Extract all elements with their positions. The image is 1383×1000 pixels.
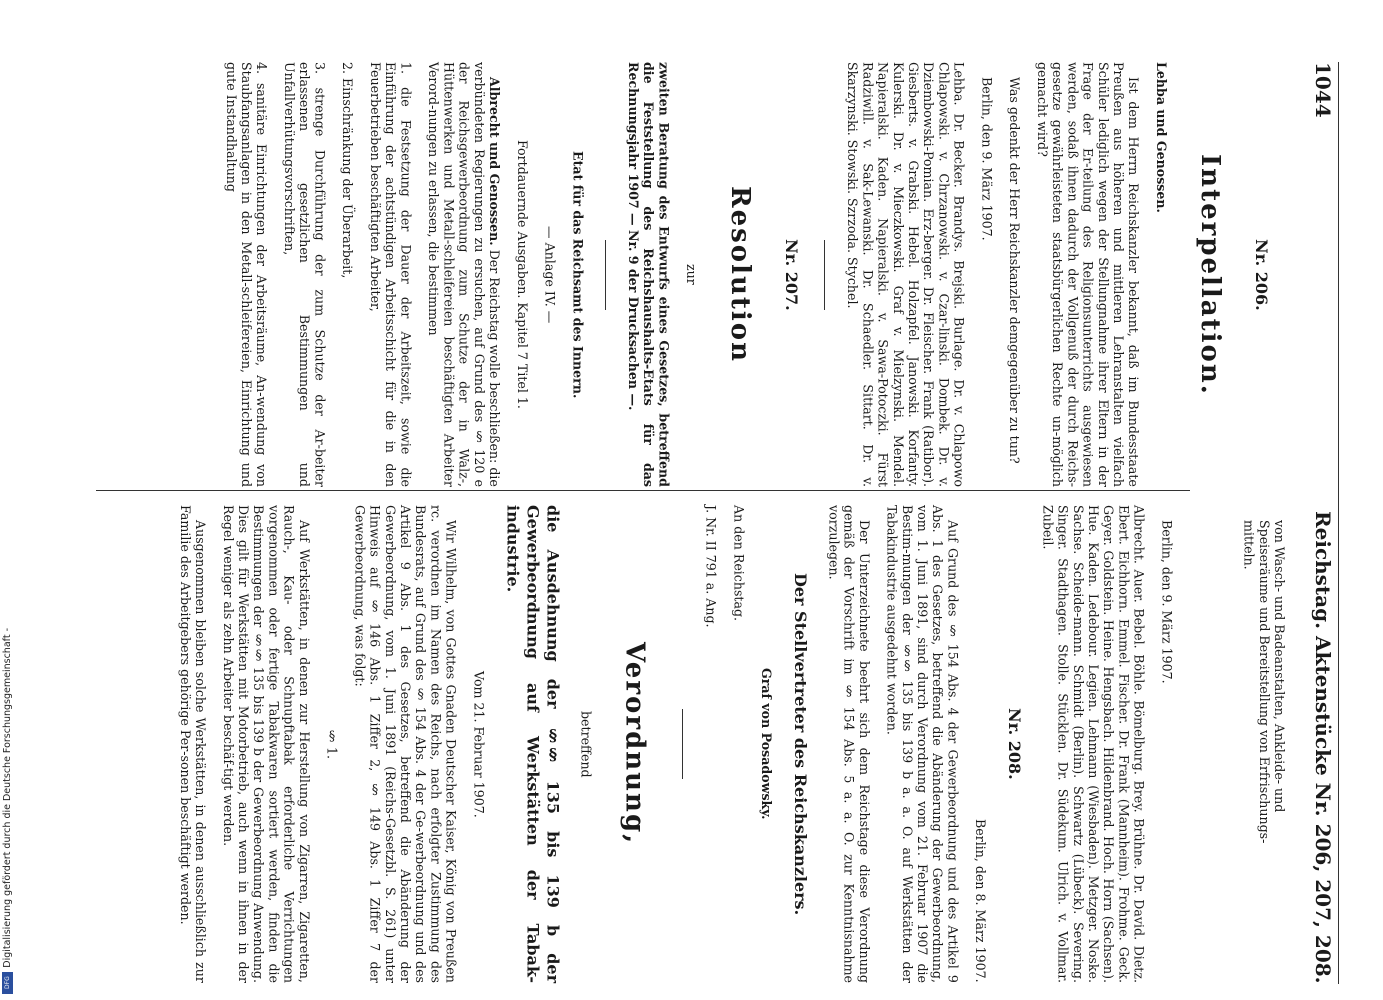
section-rule (824, 240, 825, 310)
nr208-to: An den Reichstag. (731, 505, 747, 622)
lower-column (93, 505, 1187, 983)
section-rule (605, 240, 606, 310)
nr208-body2: Der Unterzeichnete beehrt sich dem Reichstage diese Verordnung gemäß der Vorschrift im § 154 Abs. 5 a. a. O. zur Kenntnisnahme vorzulegen. (826, 505, 872, 983)
resolution-heading: Resolution (725, 185, 756, 364)
interpellation-text: Ist dem Herrn Reichskanzler bekannt, daß im Bundesstaate Preußen aus höheren und mittleren Lehranstalten vielfach Schüler lediglich wegen der Stellungnahme ihrer Eltern in der Frage der Er-teilung des Religionsunterrichts ausgewiesen werden, sodaß ihnen dadurch der Vollgenuß der durch Reichs-gesetze gewährleisteten staatsbürgerlichen Rechte un-möglich gemacht wird? (1034, 62, 1142, 487)
resolution-anlage: — Anlage IV. — (542, 225, 558, 324)
interpellation-question: Was gedenkt der Herr Reichskanzler demgegenüber zu tun? (1007, 77, 1023, 464)
interpellation-authors: Lehba und Genossen. (1154, 62, 1169, 213)
verordnung-text: die Ausdehnung der §§ 135 bis 139 b der Gewerbeordnung auf Werkstätten der Tabak-industrie. (503, 505, 563, 983)
right-date: Berlin, den 9. März 1907. (1159, 520, 1175, 684)
right-signers: Albrecht. Auer. Bebel. Böhle. Bömelburg. Brey. Brühne. Dr. David. Dietz. Ebert. Eichhorn. Emmel. Fischer. Dr. Frank (Mannheim). Frohme. Geck. Geyer. Goldstein. Heine. Hengsbach. Hildenbrand. Hoch. Horn (Sachsen). Hue. Kaden. Ledebour. Legien. Lehmann (Wiesbaden). Metzger. Noske. Sachse. Scheide-mann. Schmidt (Berlin). Schwartz (Lübeck). Severing. Singer. Stadthagen. Stolle. Stücklen. Dr. Südekum. Ulrich. v. Vollmar. Zubeil. (1040, 505, 1147, 983)
resolution-authors: Albrecht und Genossen. (486, 77, 502, 246)
nr208-title: Nr. 208. (1005, 708, 1025, 780)
verordnung-sub: betreffend (578, 710, 594, 778)
page-number: 1044 (1311, 62, 1335, 118)
resolution-item: 3. strenge Durchführung der zum Schutze der Ar-beiter erlassenen gesetzlichen Bestimmungen und Unfallverhütungsvorschriften, (281, 62, 328, 487)
verordnung-title: Verordnung, (619, 642, 650, 846)
header-rule (1338, 62, 1339, 984)
resolution-item: 4. sanitäre Einrichtungen der Arbeitsräume, An-wendung von Staubfangsanlagen in den Metall-schleifereien, Einrichtung und gute Instandhaltung (223, 62, 270, 487)
resolution-text: zweiten Beratung des Entwurfs eines Gesetzes, betreffend die Feststellung des Reichshaushalts-Etats für das Rechnungsjahr 1907 — Nr. 9 der Drucksachen —. (625, 62, 672, 487)
interpellation-heading: Interpellation. (1195, 153, 1225, 396)
continuation-line: von Wasch- und Badeanstalten, Ankleide- und (1272, 520, 1287, 813)
nr208-signer: Graf von Posadowsky. (759, 668, 775, 820)
header-title: Reichstag. Aktenstücke Nr. 206, 207, 208. (1311, 511, 1335, 984)
verordnung-para-title: § 1. (324, 728, 340, 760)
digitization-credit: Digitalisierung gefördert durch die Deutsche Forschungsgemeinschaft - (2, 628, 13, 968)
column-divider (96, 490, 1190, 491)
resolution-body: Der Reichstag wolle beschließen: die verbündeten Regierungen zu ersuchen, auf Grund des § 120 e der Reichsgewerbeordnung zum Schutze der in Walz-, Hüttenwerken und Metall-schleifereien beschäftigten Arbeiter Verord-nungen zu erlassen, die bestimmen (426, 62, 502, 487)
interpellation-number: Nr. 206. (1252, 238, 1271, 311)
verordnung-para2: Ausgenommen bleiben solche Werkstätten, in denen ausschließlich zur Familie des Arbeitgebers gehörige Per-sonen beschäftigt werden. (177, 505, 208, 983)
resolution-number: Nr. 207. (782, 238, 802, 311)
resolution-fort: Fortdauernde Ausgaben. Kapitel 7 Titel 1. (514, 140, 530, 409)
verordnung-para1: Auf Werkstätten, in denen zur Herstellung von Zigarren, Zigaretten, Rauch-, Kau- oder Schnupftabak erforderliche Verrichtungen vorgenommen oder fertige Tabakwaren sortiert werden, finden die Bestimmungen der §§ 135 bis 139 b der Gewerbeordnung Anwendung. Dies gilt für Werkstätten mit Motorbetrieb, auch wenn in ihnen in der Regel weniger als zehn Arbeiter beschäf-tigt werden. (220, 505, 312, 983)
resolution-item: 1. die Festsetzung der Dauer der Arbeitszeit, sowie die Einführung der achtstündigen Arbeitsschicht für die in den Feuerbetrieben beschäftigten Arbeiter, (367, 62, 414, 487)
right-upper-column (223, 62, 1287, 487)
verordnung-date: Vom 21. Februar 1907. (471, 670, 487, 818)
nr208-signer-title: Der Stellvertreter des Reichskanzlers. (791, 572, 811, 916)
nr208-body: Auf Grund des § 154 Abs. 4 der Gewerbeordnung und des Artikel 9 Abs. 1 des Gesetzes, betreffend die Abänderung der Gewerbeordnung, vom 1. Juni 1891, sind durch Verordnung vom 21. Februar 1907 die Bestim-mungen der §§ 135 bis 139 b a. a. O. auf Werkstätten der Tabakindustrie ausgedehnt worden. (884, 505, 961, 983)
interpellation-signers: Lehba. Dr. Becker. Brandys. Brejski. Burlage. Dr. v. Chlapowo Chlapowski. v. Chrzanowski. v. Czar-linski. Dombek. Dr. v. Dziembowski-Pomian. Erz-berger. Dr. Fleischer. Frank (Ratibor). Giesberts. v. Grabski. Hebel. Holzapfel. Janowski. Korfanty. Kulerski. Dr. v. Mieczkowski. Graf v. Mielzynski. Mendel. Napieralski. Kaden. Napieralski. v. Sawa-Potoczki. Fürst Radziwill. v. Sak-Lewanski. Dr. Schaedler. Sittart. Dr. v. Skarzynski. Stowski. Szrzoda. Stychel. (845, 62, 967, 487)
nr208-date: Berlin, den 8. März 1907. (973, 819, 989, 983)
page-header (1297, 62, 1335, 984)
resolution-sub: zur (684, 264, 700, 285)
section-rule (682, 709, 683, 779)
continuation-line: Speiseräume und Bereitstellung von Erfrischungs- (1256, 520, 1272, 844)
verordnung-preamble: Wir Wilhelm, von Gottes Gnaden Deutscher Kaiser, König von Preußen rc. verordnen im Namen des Reichs, nach erfolgter Zustimmung des Bundesrats, auf Grund des § 154 Abs. 4 der Ge-werbeordnung und des Artikel 9 Abs. 1 des Gesetzes, betreffend die Abänderung der Gewerbeordnung, vom 1. Juni 1891 (Reichs-Gesetzbl. S. 261) unter Hinweis auf § 146 Abs. 1 Ziffer 2, § 149 Abs. 1 Ziffer 7 der Gewerbeordnung, was folgt: (352, 505, 459, 983)
resolution-etat: Etat für das Reichsamt des Innern. (570, 150, 586, 399)
resolution-item: 2. Einschränkung der Überarbeit, (340, 62, 356, 279)
continuation-line: mitteln. (1241, 520, 1257, 570)
dfg-logo: DFG (2, 972, 13, 994)
nr208-ref: J. Nr. II 791 a. Ang. (703, 505, 719, 628)
interpellation-date: Berlin, den 9. März 1907. (979, 77, 995, 241)
